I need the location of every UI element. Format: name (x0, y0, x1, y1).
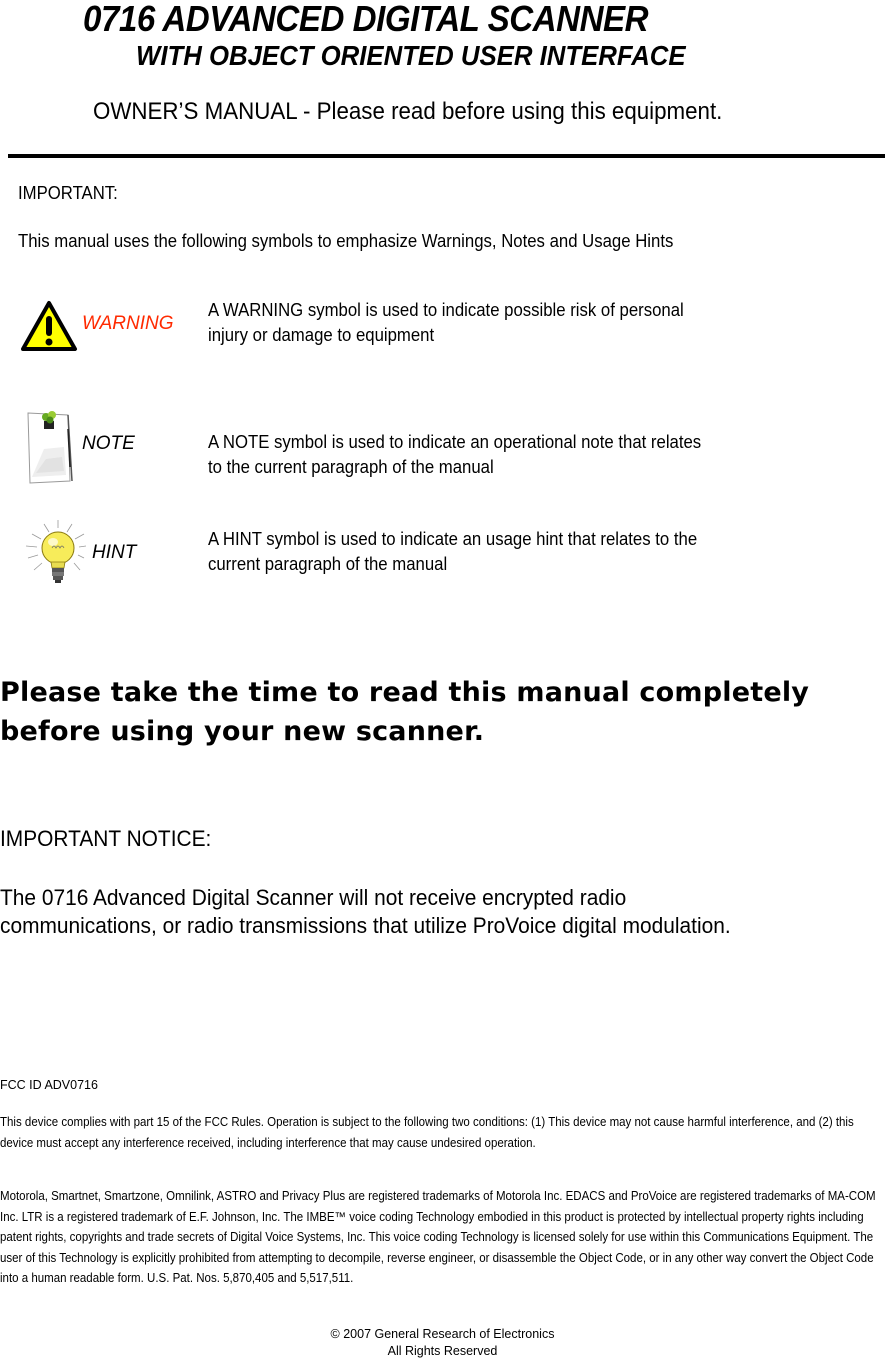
notice-line2: communications, or radio transmissions that utilize ProVoice digital modulation. (0, 913, 731, 938)
important-notice-heading: IMPORTANT NOTICE: (0, 826, 212, 851)
copyright-block (0, 1326, 885, 1359)
symbol-row-note (0, 405, 885, 490)
symbol-row-warning (0, 290, 885, 360)
hint-description-line1: A HINT symbol is used to indicate an usage hint that relates to the (208, 529, 698, 549)
hint-description-line2: current paragraph of the manual (208, 554, 448, 574)
trademark-notice: Motorola, Smartnet, Smartzone, Omnilink, ASTRO and Privacy Plus are registered trademarks of Motorola Inc. EDACS and ProVoice are registered trademarks of MA-COM Inc. LTR is a registered trademark of E.F. Johnson, Inc. The IMBE™ voice coding Technology embodied in this product is protected by intellectual property rights including patent rights, copyrights and trade secrets of Digital Voice Systems, Inc. This voice coding Technology is licensed solely for use within this Communications Equipment. The user of this Technology is explicitly prohibited from attempting to decompile, reverse engineer, or disassemble the Object Code, or in any other way convert the Object Code into a human readable form. U.S. Pat. Nos. 5,870,405 and 5,517,511. (0, 1189, 876, 1285)
symbol-row-hint (0, 520, 885, 595)
rights-reserved-line: All Rights Reserved (387, 1344, 498, 1358)
read-manual-callout (0, 673, 809, 751)
important-heading: IMPORTANT: (18, 183, 118, 203)
warning-label: WARNING (82, 313, 174, 334)
notice-line1: The 0716 Advanced Digital Scanner will not receive encrypted radio (0, 885, 627, 910)
lightbulb-icon (24, 520, 86, 588)
note-label: NOTE (82, 433, 135, 454)
callout-line2: before using your new scanner. (0, 716, 485, 747)
document-subtitle: WITH OBJECT ORIENTED USER INTERFACE (136, 40, 686, 71)
symbols-intro: This manual uses the following symbols to emphasize Warnings, Notes and Usage Hints (18, 231, 674, 251)
fcc-id: FCC ID ADV0716 (0, 1078, 98, 1092)
warning-description-line1: A WARNING symbol is used to indicate possible risk of personal (208, 300, 684, 320)
document-title: 0716 ADVANCED DIGITAL SCANNER (83, 0, 649, 39)
note-paper-icon (24, 407, 74, 485)
important-notice-body (0, 884, 731, 940)
copyright-line: © 2007 General Research of Electronics (330, 1327, 555, 1341)
note-description-line2: to the current paragraph of the manual (208, 457, 494, 477)
header-divider (8, 154, 885, 158)
owners-manual-tagline: OWNER’S MANUAL - Please read before using this equipment. (93, 98, 723, 125)
warning-triangle-icon (20, 300, 78, 352)
hint-label: HINT (92, 542, 137, 563)
fcc-statement: This device complies with part 15 of the FCC Rules. Operation is subject to the following two conditions: (1) This device may not cause harmful interference, and (2) this device must accept any interference received, including interference that may cause undesired operation. (0, 1115, 854, 1150)
warning-description-line2: injury or damage to equipment (208, 325, 435, 345)
note-description-line1: A NOTE symbol is used to indicate an operational note that relates (208, 432, 702, 452)
callout-line1: Please take the time to read this manual completely (0, 677, 810, 708)
